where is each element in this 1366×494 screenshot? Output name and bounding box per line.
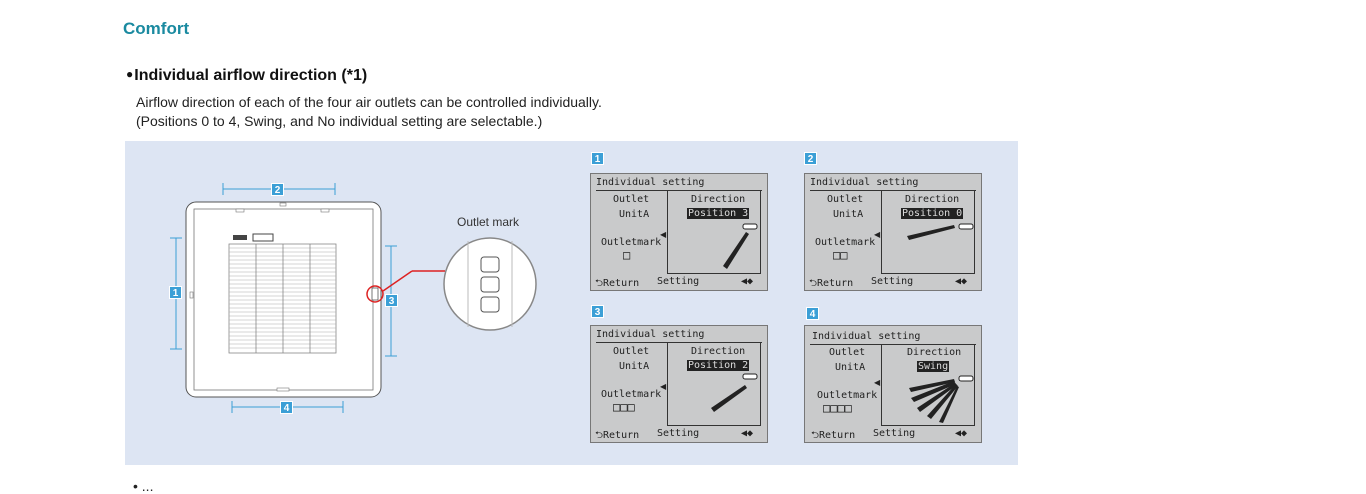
lcd-title: Individual setting [596, 177, 705, 188]
lcd-outlet-header: Outlet [613, 346, 650, 357]
lcd-outletmark-label: Outletmark [815, 237, 876, 248]
lcd-footer-return[interactable]: ⮌Return [809, 278, 854, 289]
lcd-cursor-arrow-icon: ◀ [660, 230, 667, 239]
lcd-outletmark-label: Outletmark [817, 390, 878, 401]
next-heading-fragment: • ... [133, 478, 154, 494]
lcd-cursor-arrow-icon: ◀ [874, 378, 881, 387]
lcd-title: Individual setting [812, 331, 921, 342]
lcd-screen-2 [804, 173, 982, 291]
lcd-outlet-boxes: □□□ [613, 400, 635, 414]
lcd-outlet-header: Outlet [613, 194, 650, 205]
lcd-footer-setting[interactable]: Setting [871, 276, 914, 287]
lcd-footer-return[interactable]: ⮌Return [811, 430, 856, 441]
lcd-outlet-boxes: □ [623, 248, 631, 262]
lcd-unit: UnitA [619, 361, 650, 372]
lcd-outlet-boxes: □□ [833, 248, 848, 262]
lcd-unit: UnitA [835, 362, 866, 373]
lcd-footer-setting[interactable]: Setting [657, 276, 700, 287]
lcd-footer-arrows: ◀◆ [741, 428, 754, 439]
feature-heading-text: Individual airflow direction (*1) [134, 67, 368, 84]
lcd-outlet-boxes: □□□□ [823, 401, 852, 415]
side-label-4: 4 [280, 401, 293, 414]
section-title: Comfort [123, 19, 190, 38]
outlet-mark-label: Outlet mark [457, 215, 520, 229]
side-label-2: 2 [271, 183, 284, 196]
screen-badge-1: 1 [591, 152, 604, 165]
screen-badge-3: 3 [591, 305, 604, 318]
lcd-footer-arrows: ◀◆ [955, 428, 968, 439]
side-label-3: 3 [385, 294, 398, 307]
lcd-direction-header: Direction [691, 194, 746, 205]
lcd-direction-header: Direction [907, 347, 962, 358]
lcd-outlet-header: Outlet [829, 347, 866, 358]
screen-badge-4: 4 [806, 307, 819, 320]
airflow-swing-icon [901, 370, 981, 430]
lcd-unit: UnitA [833, 209, 864, 220]
bullet-icon: ● [126, 67, 134, 81]
feature-description-line1: Airflow direction of each of the four air outlets can be controlled individually. [136, 94, 602, 110]
lcd-unit: UnitA [619, 209, 650, 220]
lcd-direction-header: Direction [691, 346, 746, 357]
lcd-footer-arrows: ◀◆ [955, 276, 968, 287]
feature-heading [126, 67, 367, 85]
lcd-cursor-arrow-icon: ◀ [874, 230, 881, 239]
airflow-position-2-icon [701, 366, 761, 416]
lcd-cursor-arrow-icon: ◀ [660, 382, 667, 391]
lcd-outletmark-label: Outletmark [601, 389, 662, 400]
lcd-direction-header: Direction [905, 194, 960, 205]
lcd-footer-setting[interactable]: Setting [657, 428, 700, 439]
lcd-screen-1 [590, 173, 768, 291]
lcd-direction-value[interactable]: Position 2 [688, 360, 749, 371]
lcd-title: Individual setting [810, 177, 919, 188]
side-label-1: 1 [169, 286, 182, 299]
lcd-footer-return[interactable]: ⮌Return [595, 430, 640, 441]
screen-badge-2: 2 [804, 152, 817, 165]
lcd-footer-arrows: ◀◆ [741, 276, 754, 287]
lcd-title: Individual setting [596, 329, 705, 340]
airflow-position-3-icon [701, 214, 761, 274]
lcd-screen-4 [804, 325, 982, 443]
lcd-footer-return[interactable]: ⮌Return [595, 278, 640, 289]
lcd-direction-value[interactable]: Position 3 [688, 208, 749, 219]
lcd-outlet-header: Outlet [827, 194, 864, 205]
illustration-panel [125, 141, 1018, 465]
lcd-footer-setting[interactable]: Setting [873, 428, 916, 439]
lcd-direction-value[interactable]: Swing [918, 361, 949, 372]
lcd-direction-value[interactable]: Position 0 [902, 208, 963, 219]
feature-description-line2: (Positions 0 to 4, Swing, and No individual setting are selectable.) [136, 113, 543, 129]
lcd-outletmark-label: Outletmark [601, 237, 662, 248]
airflow-position-0-icon [901, 214, 981, 254]
lcd-screen-3 [590, 325, 768, 443]
